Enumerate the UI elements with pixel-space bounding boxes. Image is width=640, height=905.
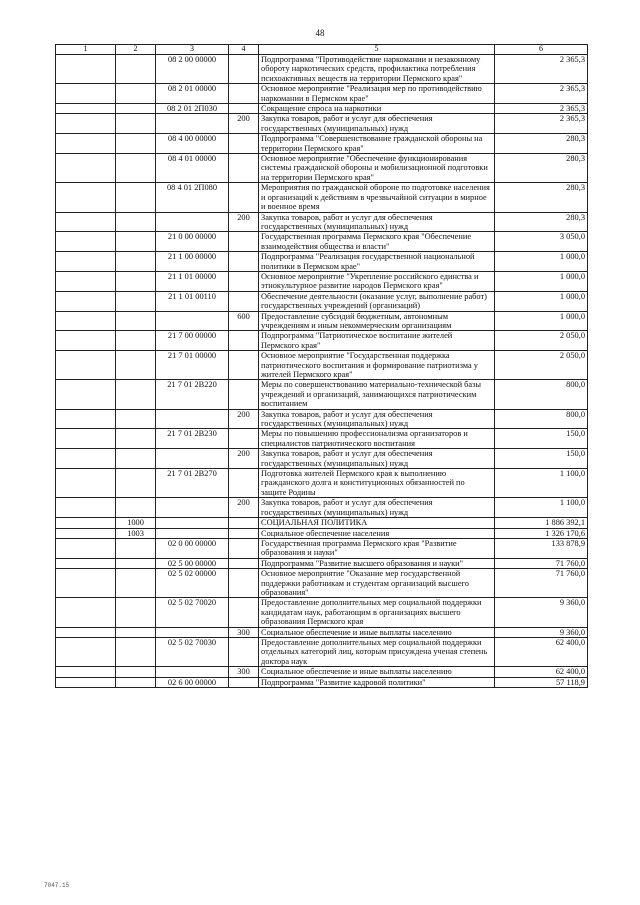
target-article-code bbox=[156, 449, 229, 469]
expense-type-code bbox=[229, 55, 259, 84]
expense-type-code bbox=[229, 351, 259, 380]
target-article-code: 21 1 01 00110 bbox=[156, 291, 229, 311]
expense-type-code bbox=[229, 271, 259, 291]
item-name: Основное мероприятие "Реализация мер по противодействию наркомании в Пермском крае" bbox=[259, 84, 495, 104]
table-row bbox=[56, 518, 588, 528]
column-header-2: 2 bbox=[116, 45, 156, 55]
amount: 800,0 bbox=[495, 380, 588, 409]
cell-col1 bbox=[56, 212, 116, 232]
item-name: Основное мероприятие "Обеспечение функционирования системы гражданской обороны и мобилизационной подготовки на территории Пермского края" bbox=[259, 154, 495, 183]
cell-col1 bbox=[56, 252, 116, 272]
section-code bbox=[116, 183, 156, 212]
table-row bbox=[56, 134, 588, 154]
target-article-code: 21 7 00 00000 bbox=[156, 331, 229, 351]
table-row bbox=[56, 212, 588, 232]
column-header-3: 3 bbox=[156, 45, 229, 55]
budget-table bbox=[55, 44, 588, 688]
item-name: Предоставление дополнительных мер социальной поддержки отдельных категорий лиц, которым присуждена ученая степень доктора наук bbox=[259, 637, 495, 666]
amount: 1 000,0 bbox=[495, 291, 588, 311]
cell-col1 bbox=[56, 677, 116, 687]
table-row bbox=[56, 351, 588, 380]
table-row bbox=[56, 409, 588, 429]
table-row bbox=[56, 538, 588, 558]
section-code bbox=[116, 627, 156, 637]
section-code bbox=[116, 252, 156, 272]
section-code bbox=[116, 449, 156, 469]
cell-col1 bbox=[56, 528, 116, 538]
expense-type-code bbox=[229, 569, 259, 598]
amount: 2 050,0 bbox=[495, 351, 588, 380]
cell-col1 bbox=[56, 518, 116, 528]
expense-type-code bbox=[229, 104, 259, 114]
amount: 1 000,0 bbox=[495, 252, 588, 272]
expense-type-code bbox=[229, 528, 259, 538]
table-row bbox=[56, 569, 588, 598]
cell-col1 bbox=[56, 351, 116, 380]
amount: 1 000,0 bbox=[495, 271, 588, 291]
item-name: Сокращение спроса на наркотики bbox=[259, 104, 495, 114]
expense-type-code: 200 bbox=[229, 409, 259, 429]
target-article-code: 21 7 01 2В220 bbox=[156, 380, 229, 409]
amount: 280,3 bbox=[495, 154, 588, 183]
table-row bbox=[56, 55, 588, 84]
cell-col1 bbox=[56, 134, 116, 154]
table-row bbox=[56, 291, 588, 311]
item-name: Подпрограмма "Противодействие наркомании и незаконному обороту наркотических средств, профилактика потребления психоактивных веществ на территории Пермского края" bbox=[259, 55, 495, 84]
cell-col1 bbox=[56, 538, 116, 558]
target-article-code bbox=[156, 518, 229, 528]
table-row bbox=[56, 677, 588, 687]
section-code bbox=[116, 409, 156, 429]
item-name: Закупка товаров, работ и услуг для обеспечения государственных (муниципальных) нужд bbox=[259, 114, 495, 134]
target-article-code: 21 7 01 00000 bbox=[156, 351, 229, 380]
item-name: СОЦИАЛЬНАЯ ПОЛИТИКА bbox=[259, 518, 495, 528]
cell-col1 bbox=[56, 429, 116, 449]
column-header-1: 1 bbox=[56, 45, 116, 55]
page-number: 48 bbox=[315, 28, 325, 38]
expense-type-code bbox=[229, 84, 259, 104]
section-code bbox=[116, 114, 156, 134]
target-article-code: 02 5 02 70030 bbox=[156, 637, 229, 666]
amount: 2 365,3 bbox=[495, 84, 588, 104]
amount: 1 100,0 bbox=[495, 498, 588, 518]
section-code bbox=[116, 271, 156, 291]
target-article-code: 08 2 01 2П030 bbox=[156, 104, 229, 114]
item-name: Социальное обеспечение и иные выплаты населению bbox=[259, 667, 495, 677]
amount: 150,0 bbox=[495, 429, 588, 449]
cell-col1 bbox=[56, 380, 116, 409]
table-row bbox=[56, 469, 588, 498]
table-row bbox=[56, 528, 588, 538]
amount: 1 326 170,6 bbox=[495, 528, 588, 538]
section-code bbox=[116, 291, 156, 311]
section-code bbox=[116, 351, 156, 380]
item-name: Закупка товаров, работ и услуг для обеспечения государственных (муниципальных) нужд bbox=[259, 212, 495, 232]
column-header-5: 5 bbox=[259, 45, 495, 55]
target-article-code bbox=[156, 498, 229, 518]
target-article-code: 21 1 01 00000 bbox=[156, 271, 229, 291]
item-name: Закупка товаров, работ и услуг для обеспечения государственных (муниципальных) нужд bbox=[259, 498, 495, 518]
section-code bbox=[116, 380, 156, 409]
table-row bbox=[56, 271, 588, 291]
column-header-6: 6 bbox=[495, 45, 588, 55]
expense-type-code: 200 bbox=[229, 449, 259, 469]
expense-type-code bbox=[229, 518, 259, 528]
amount: 3 050,0 bbox=[495, 232, 588, 252]
table-row bbox=[56, 498, 588, 518]
amount: 71 760,0 bbox=[495, 558, 588, 568]
section-code bbox=[116, 104, 156, 114]
amount: 62 400,0 bbox=[495, 637, 588, 666]
expense-type-code bbox=[229, 154, 259, 183]
cell-col1 bbox=[56, 104, 116, 114]
expense-type-code bbox=[229, 232, 259, 252]
cell-col1 bbox=[56, 183, 116, 212]
item-name: Мероприятия по гражданской обороне по подготовке населения и организаций к действиям в чрезвычайной ситуации в мирное и военное время bbox=[259, 183, 495, 212]
amount: 1 000,0 bbox=[495, 311, 588, 331]
table-row bbox=[56, 637, 588, 666]
target-article-code bbox=[156, 114, 229, 134]
expense-type-code: 300 bbox=[229, 627, 259, 637]
section-code bbox=[116, 538, 156, 558]
section-code bbox=[116, 569, 156, 598]
expense-type-code: 200 bbox=[229, 114, 259, 134]
target-article-code bbox=[156, 212, 229, 232]
target-article-code: 08 2 00 00000 bbox=[156, 55, 229, 84]
target-article-code bbox=[156, 627, 229, 637]
section-code bbox=[116, 637, 156, 666]
amount: 62 400,0 bbox=[495, 667, 588, 677]
target-article-code: 02 5 02 00000 bbox=[156, 569, 229, 598]
cell-col1 bbox=[56, 114, 116, 134]
target-article-code bbox=[156, 667, 229, 677]
section-code bbox=[116, 429, 156, 449]
table-row bbox=[56, 380, 588, 409]
expense-type-code: 200 bbox=[229, 212, 259, 232]
expense-type-code bbox=[229, 637, 259, 666]
table-row bbox=[56, 104, 588, 114]
cell-col1 bbox=[56, 154, 116, 183]
amount: 71 760,0 bbox=[495, 569, 588, 598]
cell-col1 bbox=[56, 627, 116, 637]
target-article-code bbox=[156, 409, 229, 429]
target-article-code: 02 5 02 70020 bbox=[156, 598, 229, 627]
amount: 133 878,9 bbox=[495, 538, 588, 558]
item-name: Обеспечение деятельности (оказание услуг, выполнение работ) государственных учреждений (организаций) bbox=[259, 291, 495, 311]
section-code bbox=[116, 154, 156, 183]
table-row bbox=[56, 183, 588, 212]
item-name: Подпрограмма "Совершенствование гражданской обороны на территории Пермского края" bbox=[259, 134, 495, 154]
table-row bbox=[56, 667, 588, 677]
item-name: Меры по повышению профессионализма организаторов и специалистов патриотического воспитания bbox=[259, 429, 495, 449]
expense-type-code bbox=[229, 429, 259, 449]
table-row bbox=[56, 232, 588, 252]
target-article-code: 21 7 01 2В230 bbox=[156, 429, 229, 449]
item-name: Подпрограмма "Развитие кадровой политики" bbox=[259, 677, 495, 687]
target-article-code: 21 0 00 00000 bbox=[156, 232, 229, 252]
section-code bbox=[116, 212, 156, 232]
amount: 280,3 bbox=[495, 183, 588, 212]
cell-col1 bbox=[56, 311, 116, 331]
item-name: Закупка товаров, работ и услуг для обеспечения государственных (муниципальных) нужд bbox=[259, 409, 495, 429]
table-row bbox=[56, 252, 588, 272]
cell-col1 bbox=[56, 637, 116, 666]
table-row bbox=[56, 331, 588, 351]
cell-col1 bbox=[56, 55, 116, 84]
item-name: Предоставление субсидий бюджетным, автономным учреждениям и иным некоммерческим организациям bbox=[259, 311, 495, 331]
target-article-code: 21 7 01 2В270 bbox=[156, 469, 229, 498]
expense-type-code bbox=[229, 677, 259, 687]
column-number-row bbox=[56, 45, 588, 55]
amount: 150,0 bbox=[495, 449, 588, 469]
item-name: Основное мероприятие "Укрепление российского единства и этнокультурное развитие народов Пермского края" bbox=[259, 271, 495, 291]
expense-type-code bbox=[229, 380, 259, 409]
item-name: Подготовка жителей Пермского края к выполнению гражданского долга и конституционных обязанностей по защите Родины bbox=[259, 469, 495, 498]
cell-col1 bbox=[56, 331, 116, 351]
section-code bbox=[116, 469, 156, 498]
cell-col1 bbox=[56, 409, 116, 429]
expense-type-code bbox=[229, 331, 259, 351]
item-name: Подпрограмма "Реализация государственной национальной политики в Пермском крае" bbox=[259, 252, 495, 272]
item-name: Закупка товаров, работ и услуг для обеспечения государственных (муниципальных) нужд bbox=[259, 449, 495, 469]
amount: 1 886 392,1 bbox=[495, 518, 588, 528]
cell-col1 bbox=[56, 569, 116, 598]
amount: 57 118,9 bbox=[495, 677, 588, 687]
section-code bbox=[116, 598, 156, 627]
amount: 2 365,3 bbox=[495, 55, 588, 84]
target-article-code bbox=[156, 528, 229, 538]
cell-col1 bbox=[56, 449, 116, 469]
document-code: 7047.15 bbox=[44, 882, 70, 889]
section-code bbox=[116, 232, 156, 252]
column-header-4: 4 bbox=[229, 45, 259, 55]
target-article-code: 08 4 00 00000 bbox=[156, 134, 229, 154]
table-row bbox=[56, 558, 588, 568]
target-article-code: 21 1 00 00000 bbox=[156, 252, 229, 272]
expense-type-code bbox=[229, 469, 259, 498]
section-code bbox=[116, 134, 156, 154]
item-name: Основное мероприятие "Государственная поддержка патриотического воспитания и формирование патриотизма у жителей Пермского края" bbox=[259, 351, 495, 380]
table-row bbox=[56, 598, 588, 627]
section-code bbox=[116, 677, 156, 687]
expense-type-code: 600 bbox=[229, 311, 259, 331]
target-article-code: 02 0 00 00000 bbox=[156, 538, 229, 558]
section-code bbox=[116, 558, 156, 568]
table-row bbox=[56, 311, 588, 331]
expense-type-code bbox=[229, 558, 259, 568]
amount: 800,0 bbox=[495, 409, 588, 429]
section-code bbox=[116, 311, 156, 331]
cell-col1 bbox=[56, 469, 116, 498]
item-name: Подпрограмма "Развитие высшего образования и науки" bbox=[259, 558, 495, 568]
table-row bbox=[56, 449, 588, 469]
section-code: 1000 bbox=[116, 518, 156, 528]
target-article-code: 02 6 00 00000 bbox=[156, 677, 229, 687]
section-code: 1003 bbox=[116, 528, 156, 538]
item-name: Предоставление дополнительных мер социальной поддержки кандидатам наук, работающим в организациях высшего образования Пермского края bbox=[259, 598, 495, 627]
amount: 1 100,0 bbox=[495, 469, 588, 498]
item-name: Социальное обеспечение населения bbox=[259, 528, 495, 538]
target-article-code: 02 5 00 00000 bbox=[156, 558, 229, 568]
table-row bbox=[56, 154, 588, 183]
amount: 9 360,0 bbox=[495, 627, 588, 637]
cell-col1 bbox=[56, 232, 116, 252]
target-article-code: 08 2 01 00000 bbox=[156, 84, 229, 104]
table-row bbox=[56, 429, 588, 449]
cell-col1 bbox=[56, 498, 116, 518]
expense-type-code bbox=[229, 183, 259, 212]
section-code bbox=[116, 498, 156, 518]
target-article-code: 08 4 01 2П080 bbox=[156, 183, 229, 212]
section-code bbox=[116, 667, 156, 677]
item-name: Основное мероприятие "Оказание мер государственной поддержки работникам и студентам организаций высшего образования" bbox=[259, 569, 495, 598]
amount: 2 365,3 bbox=[495, 114, 588, 134]
item-name: Подпрограмма "Патриотическое воспитание жителей Пермского края" bbox=[259, 331, 495, 351]
amount: 9 360,0 bbox=[495, 598, 588, 627]
amount: 280,3 bbox=[495, 212, 588, 232]
amount: 2 050,0 bbox=[495, 331, 588, 351]
item-name: Государственная программа Пермского края "Обеспечение взаимодействия общества и власти" bbox=[259, 232, 495, 252]
amount: 280,3 bbox=[495, 134, 588, 154]
item-name: Государственная программа Пермского края "Развитие образования и науки" bbox=[259, 538, 495, 558]
cell-col1 bbox=[56, 291, 116, 311]
expense-type-code bbox=[229, 291, 259, 311]
cell-col1 bbox=[56, 667, 116, 677]
item-name: Меры по совершенствованию материально-технической базы учреждений и организаций, занимающихся патриотическим воспитанием bbox=[259, 380, 495, 409]
expense-type-code: 300 bbox=[229, 667, 259, 677]
amount: 2 365,3 bbox=[495, 104, 588, 114]
item-name: Социальное обеспечение и иные выплаты населению bbox=[259, 627, 495, 637]
expense-type-code bbox=[229, 538, 259, 558]
table-row bbox=[56, 84, 588, 104]
cell-col1 bbox=[56, 598, 116, 627]
expense-type-code bbox=[229, 598, 259, 627]
cell-col1 bbox=[56, 271, 116, 291]
table-body bbox=[56, 55, 588, 688]
expense-type-code: 200 bbox=[229, 498, 259, 518]
section-code bbox=[116, 84, 156, 104]
section-code bbox=[116, 331, 156, 351]
target-article-code bbox=[156, 311, 229, 331]
table-row bbox=[56, 627, 588, 637]
table-row bbox=[56, 114, 588, 134]
section-code bbox=[116, 55, 156, 84]
target-article-code: 08 4 01 00000 bbox=[156, 154, 229, 183]
expense-type-code bbox=[229, 252, 259, 272]
cell-col1 bbox=[56, 558, 116, 568]
cell-col1 bbox=[56, 84, 116, 104]
expense-type-code bbox=[229, 134, 259, 154]
